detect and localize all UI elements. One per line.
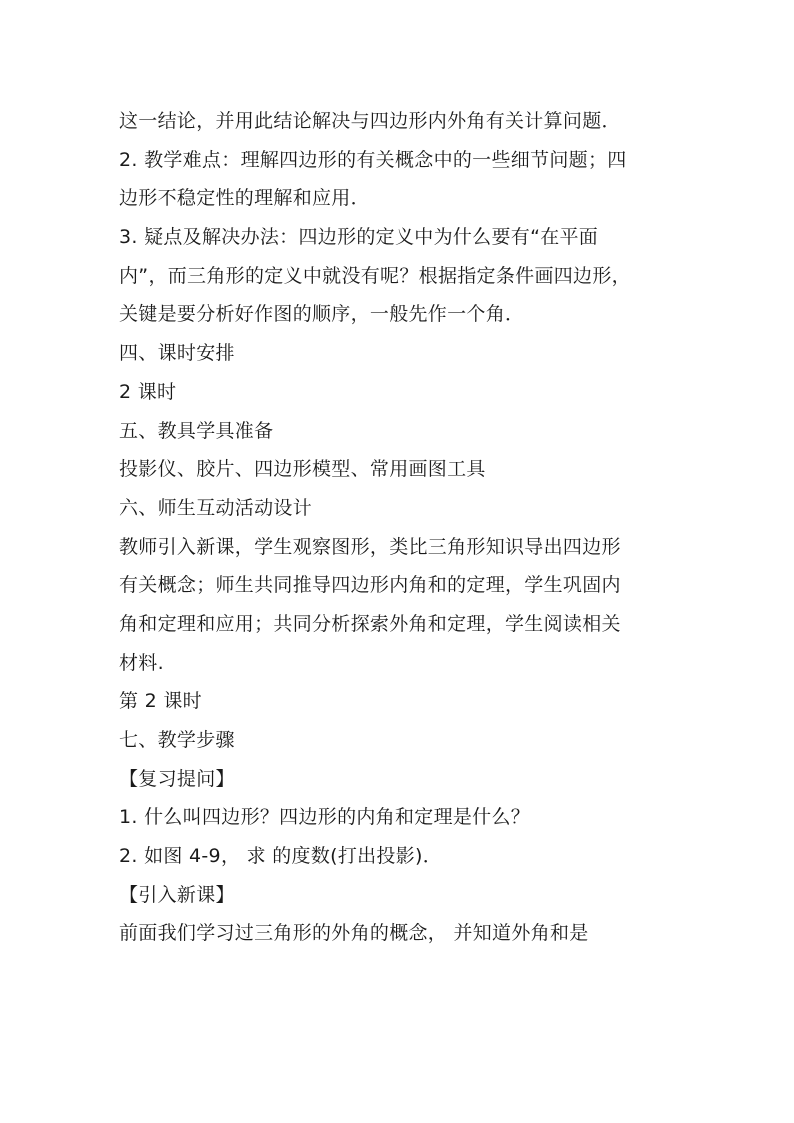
text-line: 内”，而三角形的定义中就没有呢？根据指定条件画四边形， bbox=[119, 264, 631, 287]
text-line: 关键是要分析好作图的顺序，一般先作一个角． bbox=[119, 303, 525, 326]
text-line: 有关概念；师生共同推导四边形内角和的定理，学生巩固内 bbox=[119, 574, 621, 597]
text-line: 角和定理和应用；共同分析探索外角和定理，学生阅读相关 bbox=[119, 612, 621, 635]
section-heading: 七、教学步骤 bbox=[119, 729, 235, 751]
subsection-heading: 【引入新课】 bbox=[119, 883, 235, 906]
text-line: 边形不稳定性的理解和应用． bbox=[119, 187, 370, 210]
lesson-heading: 第 2 课时 bbox=[119, 690, 202, 713]
text-line: 投影仪、胶片、四边形模型、常用画图工具 bbox=[119, 458, 486, 481]
text-line: 材料. bbox=[119, 651, 164, 674]
document-body bbox=[119, 102, 679, 953]
text-line: 教师引入新课，学生观察图形，类比三角形知识导出四边形 bbox=[119, 535, 621, 558]
text-line: 这一结论，并用此结论解决与四边形内外角有关计算问题． bbox=[119, 110, 621, 132]
section-heading: 四、课时安排 bbox=[119, 342, 235, 365]
text-line: 2. 如图 4-9， 求 的度数(打出投影)． bbox=[119, 845, 443, 868]
text-line: 2 课时 bbox=[119, 380, 177, 403]
text-line: 2. 教学难点：理解四边形的有关概念中的一些细节问题；四 bbox=[119, 148, 627, 171]
section-heading: 五、教具学具准备 bbox=[119, 419, 274, 442]
subsection-heading: 【复习提问】 bbox=[119, 767, 235, 790]
text-line: 3. 疑点及解决办法：四边形的定义中为什么要有“在平面 bbox=[119, 226, 599, 249]
text-line: 1. 什么叫四边形？四边形的内角和定理是什么？ bbox=[119, 806, 531, 829]
section-heading: 六、师生互动活动设计 bbox=[119, 496, 313, 519]
text-line: 前面我们学习过三角形的外角的概念， 并知道外角和是 bbox=[119, 922, 589, 945]
